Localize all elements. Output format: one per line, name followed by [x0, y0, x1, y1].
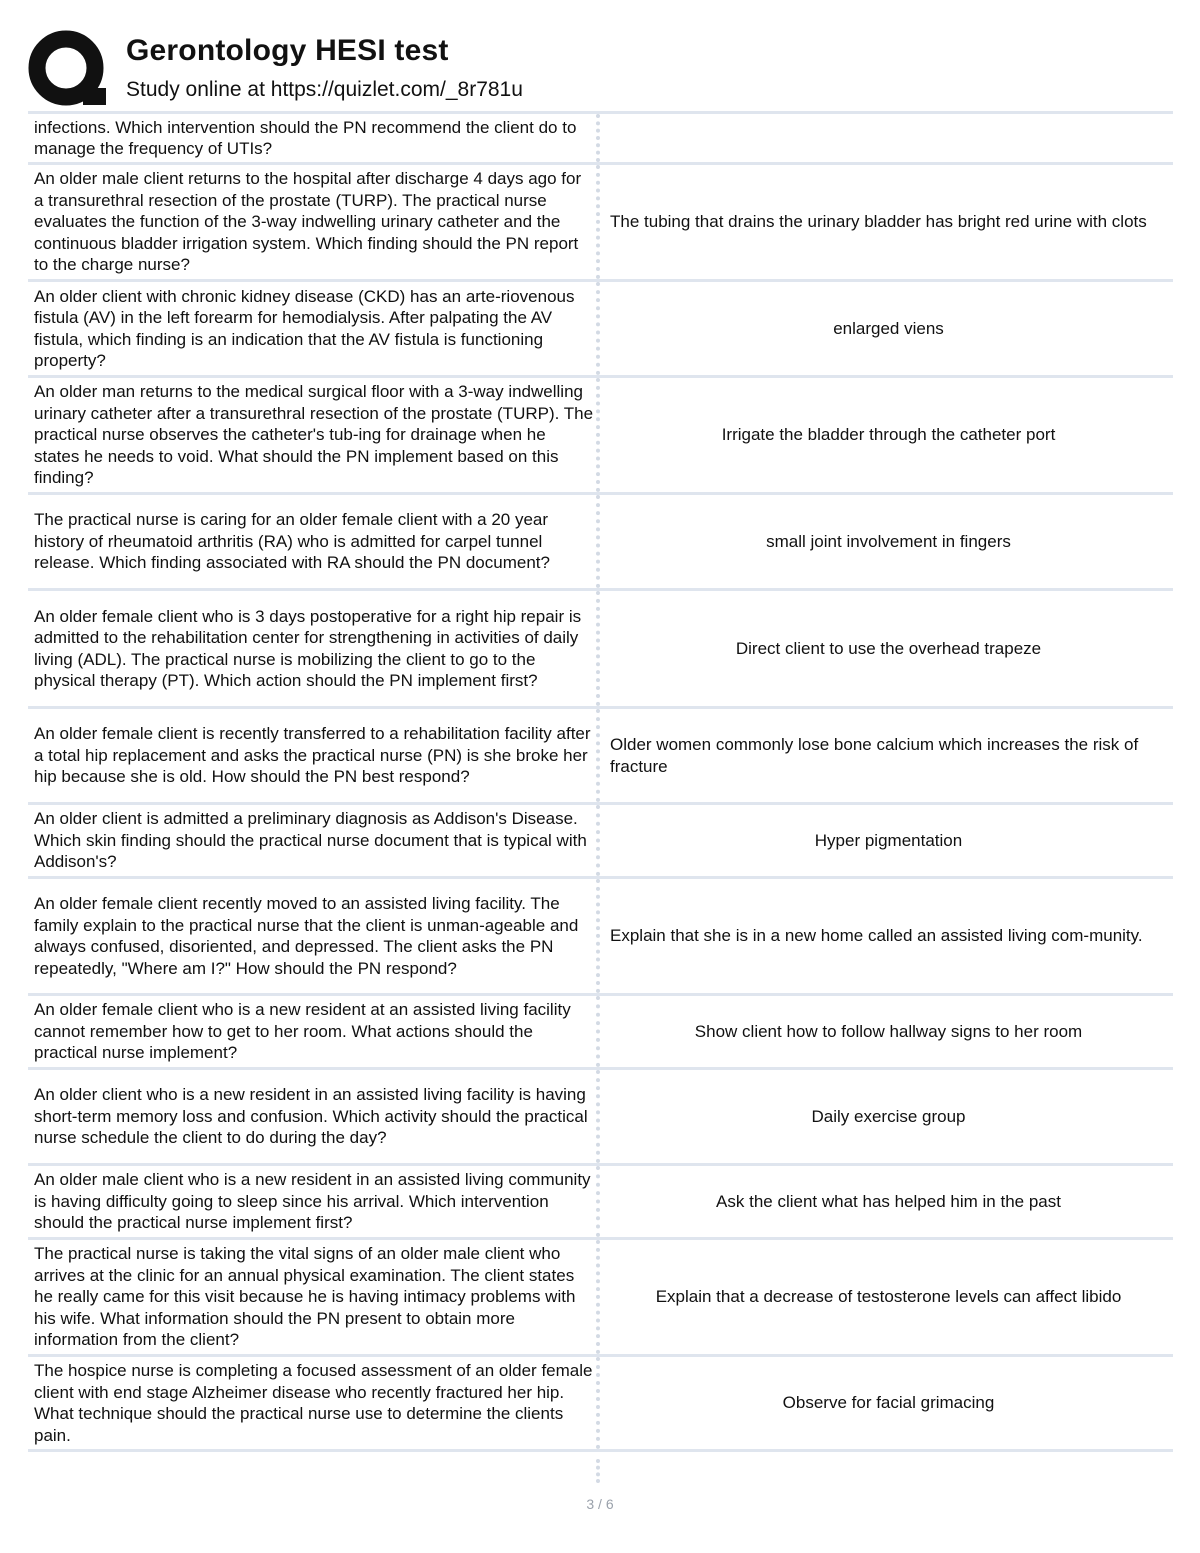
- flashcard-row: [28, 111, 1173, 162]
- answer-cell: Daily exercise group: [811, 1106, 966, 1126]
- answer-cell: Ask the client what has helped him in the past: [716, 1191, 1061, 1211]
- question-cell: The practical nurse is caring for an older female client with a 20 year history of rheumatoid arthritis (RA) who is admitted for carpel tunnel release. Which finding associated with RA should the PN document?: [28, 495, 600, 588]
- question-cell: An older female client is recently transferred to a rehabilitation facility after a total hip replacement and asks the practical nurse (PN) is she broke her hip because she is old. How should the PN best respond?: [28, 709, 600, 802]
- flashcard-table: [28, 111, 1173, 1452]
- question-cell: An older client who is a new resident in an assisted living facility is having short-term memory loss and confusion. Which activity should the practical nurse schedule the client to do during the day?: [28, 1070, 600, 1163]
- question-cell: An older client is admitted a preliminary diagnosis as Addison's Disease. Which skin finding should the practical nurse document that is typical with Addison's?: [28, 805, 600, 876]
- flashcard-row: [28, 375, 1173, 492]
- flashcard-row: [28, 1067, 1173, 1163]
- quizlet-logo-icon: [28, 30, 108, 108]
- flashcard-row: [28, 876, 1173, 993]
- answer-cell: Older women commonly lose bone calcium which increases the risk of fracture: [610, 735, 1139, 776]
- flashcard-row: [28, 279, 1173, 375]
- answer-cell: The tubing that drains the urinary bladder has bright red urine with clots: [610, 212, 1147, 232]
- question-cell: The practical nurse is taking the vital signs of an older male client who arrives at the clinic for an annual physical examination. The client states he really came for this visit because he is having intimacy problems with his wife. What information should the PN present to obtain more information from the client?: [28, 1240, 600, 1354]
- study-link: Study online at https://quizlet.com/_8r781u: [126, 78, 523, 101]
- flashcard-row: [28, 492, 1173, 588]
- page-header: [28, 30, 1178, 110]
- answer-cell: Show client how to follow hallway signs to her room: [694, 1021, 1083, 1041]
- flashcard-row: [28, 706, 1173, 802]
- flashcard-row: [28, 993, 1173, 1067]
- answer-cell: Irrigate the bladder through the catheter port: [721, 425, 1056, 445]
- flashcard-row: [28, 1237, 1173, 1354]
- answer-cell: Explain that she is in a new home called an assisted living com-munity.: [610, 926, 1143, 946]
- answer-cell: enlarged viens: [833, 318, 944, 338]
- answer-cell: Observe for facial grimacing: [782, 1393, 995, 1413]
- answer-cell: Direct client to use the overhead trapeze: [735, 638, 1042, 658]
- flashcard-row: [28, 802, 1173, 876]
- question-cell: An older female client who is a new resident at an assisted living facility cannot remember how to get to her room. What actions should the practical nurse implement?: [28, 996, 600, 1067]
- question-cell: An older male client who is a new resident in an assisted living community is having difficulty going to sleep since his arrival. Which intervention should the practical nurse implement first?: [28, 1166, 600, 1237]
- flashcard-row: [28, 588, 1173, 706]
- answer-cell: [600, 114, 1173, 162]
- answer-cell: Hyper pigmentation: [814, 830, 963, 850]
- question-cell: An older female client recently moved to an assisted living facility. The family explain to the practical nurse that the client is unman-ageable and always confused, disoriented, and depressed. The client asks the PN repeatedly, "Where am I?" How should the PN respond?: [28, 879, 600, 993]
- question-cell: An older client with chronic kidney disease (CKD) has an arte-riovenous fistula (AV) in the left forearm for hemodialysis. After palpating the AV fistula, which finding is an indication that the AV fistula is functioning property?: [28, 282, 600, 375]
- question-cell: The hospice nurse is completing a focused assessment of an older female client with end stage Alzheimer disease who recently fractured her hip. What technique should the practical nurse use to determine the clients pain.: [28, 1357, 600, 1449]
- answer-cell: small joint involvement in fingers: [766, 531, 1011, 551]
- flashcard-row: [28, 1354, 1173, 1452]
- question-cell: infections. Which intervention should the PN recommend the client do to manage the frequency of UTIs?: [28, 114, 600, 162]
- page-number: 3 / 6: [586, 1496, 614, 1512]
- answer-cell: Explain that a decrease of testosterone levels can affect libido: [655, 1287, 1122, 1307]
- question-cell: An older female client who is 3 days postoperative for a right hip repair is admitted to the rehabilitation center for strengthening in activities of daily living (ADL). The practical nurse is mobilizing the client to go to the physical therapy (PT). Which action should the PN implement first?: [28, 591, 600, 706]
- flashcard-row: [28, 1163, 1173, 1237]
- document-title: Gerontology HESI test: [126, 34, 449, 67]
- column-divider-stub: [596, 1459, 600, 1483]
- question-cell: An older male client returns to the hospital after discharge 4 days ago for a transurethral resection of the prostate (TURP). The practical nurse evaluates the function of the 3-way indwelling urinary catheter and the continuous bladder irrigation system. Which finding should the PN report to the charge nurse?: [28, 165, 600, 279]
- question-cell: An older man returns to the medical surgical floor with a 3-way indwelling urinary catheter after a transurethral resection of the prostate (TURP). The practical nurse observes the catheter's tub-ing for drainage when he states he needs to void. What should the PN implement based on this finding?: [28, 378, 600, 492]
- flashcard-row: [28, 162, 1173, 279]
